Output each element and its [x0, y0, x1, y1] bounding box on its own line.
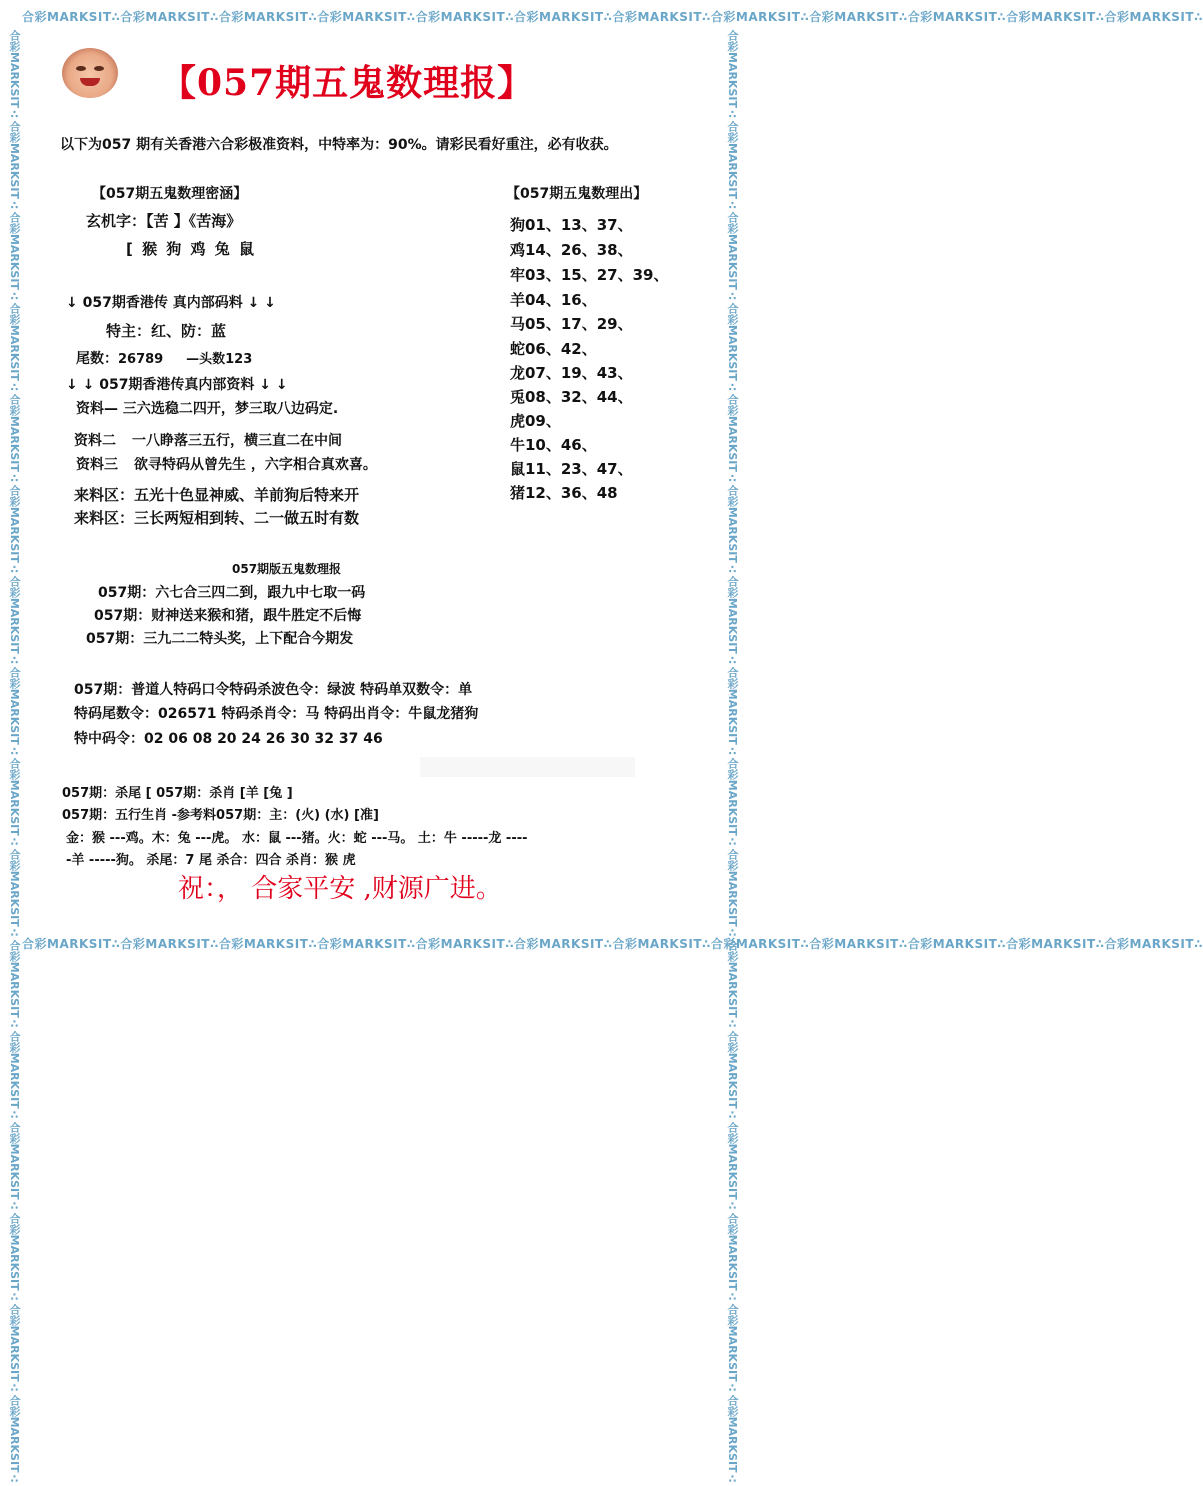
zodiac-line: [ 猴 狗 鸡 兔 鼠 — [126, 240, 256, 258]
number-row: 牢03、15、27、39、 — [510, 266, 669, 284]
code-line-3: 特中码令：02 06 08 20 24 26 30 32 37 46 — [74, 731, 383, 747]
tezhu-line: 特主：红、防：蓝 — [106, 322, 227, 340]
number-row: 狗01、13、37、 — [510, 216, 633, 234]
weishu-label: 尾数： — [76, 351, 118, 367]
toushu-value: —头数123 — [186, 352, 253, 367]
smiling-face-avatar — [62, 48, 118, 98]
ziliao-1: 资料— 三六选稳二四开，梦三取八边码定. — [76, 401, 339, 417]
intro-text: 以下为057 期有关香港六合彩极准资料，中特率为：90%。请彩民看好重注，必有收获。 — [60, 137, 618, 153]
number-row: 鸡14、26、38、 — [510, 241, 633, 259]
blessing-text: 祝：， 合家平安 ,财源广进。 — [178, 874, 502, 904]
chuan-line-2: ↓ ↓ 057期香港传真内部资料 ↓ ↓ — [66, 377, 288, 393]
weishu-line — [76, 348, 252, 368]
ziliao-2 — [74, 430, 342, 450]
ziliao-3 — [76, 454, 377, 474]
left-heading: 【057期五鬼数理密涵】 — [92, 186, 248, 202]
border-top: 合彩MARKSIT∴合彩MARKSIT∴合彩MARKSIT∴合彩MARKSIT∴合彩MARKSIT∴合彩MARKSIT∴合彩MARKSIT∴合彩MARKSIT∴合彩MARKSIT∴合彩MARKSIT∴合彩MARKSIT∴合彩MARKSIT∴ — [22, 10, 1203, 24]
number-row: 鼠11、23、47、 — [510, 460, 633, 478]
number-row: 蛇06、42、 — [510, 340, 597, 358]
bottom-line-1: 057期：杀尾 [ 057期：杀肖 [羊 [兔 ] — [62, 786, 293, 801]
border-right: 合彩MARKSIT∴合彩MARKSIT∴合彩MARKSIT∴合彩MARKSIT∴合彩MARKSIT∴合彩MARKSIT∴合彩MARKSIT∴合彩MARKSIT∴合彩MARKSIT∴合彩MARKSIT∴合彩MARKSIT∴合彩MARKSIT∴合彩MARKSIT∴合彩MARKSIT∴合彩MARKSIT∴合彩MARKSIT∴ — [726, 30, 739, 1486]
border-bottom: 合彩MARKSIT∴合彩MARKSIT∴合彩MARKSIT∴合彩MARKSIT∴合彩MARKSIT∴合彩MARKSIT∴合彩MARKSIT∴合彩MARKSIT∴合彩MARKSIT∴合彩MARKSIT∴合彩MARKSIT∴合彩MARKSIT∴ — [22, 937, 1203, 951]
blank-band — [420, 757, 635, 777]
middle-line-3: 057期：三九二二特头奖，上下配合今期发 — [86, 631, 354, 647]
xuanji-line: 玄机字：【苦 】《苦海》 — [86, 212, 242, 230]
code-line-2: 特码尾数令：026571 特码杀肖令：马 特码出肖令：牛鼠龙猪狗 — [74, 706, 479, 722]
ziliao-3-text: 欲寻特码从曾先生 ，六字相合真欢喜。 — [134, 457, 377, 473]
bottom-line-2: 057期：五行生肖 -参考料057期：主：(火) (水) [准] — [62, 808, 379, 823]
number-row: 龙07、19、43、 — [510, 364, 633, 382]
laiqu-2: 来料区：三长两短相到转、二一做五时有数 — [74, 509, 360, 527]
code-line-1: 057期：普道人特码口令特码杀波色令：绿波 特码单双数令：单 — [74, 682, 473, 698]
bottom-line-4: -羊 -----狗。 杀尾：7 尾 杀合：四合 杀肖：猴 虎 — [66, 853, 356, 868]
number-row: 虎09、 — [510, 412, 561, 430]
weishu-value: 26789 — [118, 352, 164, 367]
middle-line-2: 057期：财神送来猴和猪，跟牛胜定不后悔 — [94, 608, 362, 624]
chuan-line-1: ↓ 057期香港传 真内部码料 ↓ ↓ — [66, 295, 276, 311]
laiqu-1: 来料区：五光十色显神威、羊前狗后特来开 — [74, 486, 360, 504]
bottom-line-3: 金：猴 ---鸡。木：兔 ---虎。 水：鼠 ---猪。火：蛇 ---马。 土：牛 -----龙 ---- — [66, 831, 528, 846]
number-row: 兎08、32、44、 — [510, 388, 633, 406]
middle-line-1: 057期：六七合三四二到，跟九中七取一码 — [98, 585, 366, 601]
border-left: 合彩MARKSIT∴合彩MARKSIT∴合彩MARKSIT∴合彩MARKSIT∴合彩MARKSIT∴合彩MARKSIT∴合彩MARKSIT∴合彩MARKSIT∴合彩MARKSIT∴合彩MARKSIT∴合彩MARKSIT∴合彩MARKSIT∴合彩MARKSIT∴合彩MARKSIT∴合彩MARKSIT∴合彩MARKSIT∴ — [8, 30, 21, 1486]
number-row: 猪12、36、48 — [510, 484, 618, 502]
number-row: 马05、17、29、 — [510, 315, 633, 333]
right-heading: 【057期五鬼数理出】 — [506, 186, 648, 202]
number-row: 羊04、16、 — [510, 291, 597, 309]
ziliao-2-text: 一八睁落三五行，横三直二在中间 — [132, 433, 342, 449]
page-title: 【057期五鬼数理报】 — [160, 62, 535, 104]
middle-heading: 057期版五鬼数理报 — [232, 562, 342, 576]
ziliao-2-label: 资料二 — [74, 433, 116, 449]
ziliao-3-label: 资料三 — [76, 457, 118, 473]
number-row: 牛10、46、 — [510, 436, 597, 454]
